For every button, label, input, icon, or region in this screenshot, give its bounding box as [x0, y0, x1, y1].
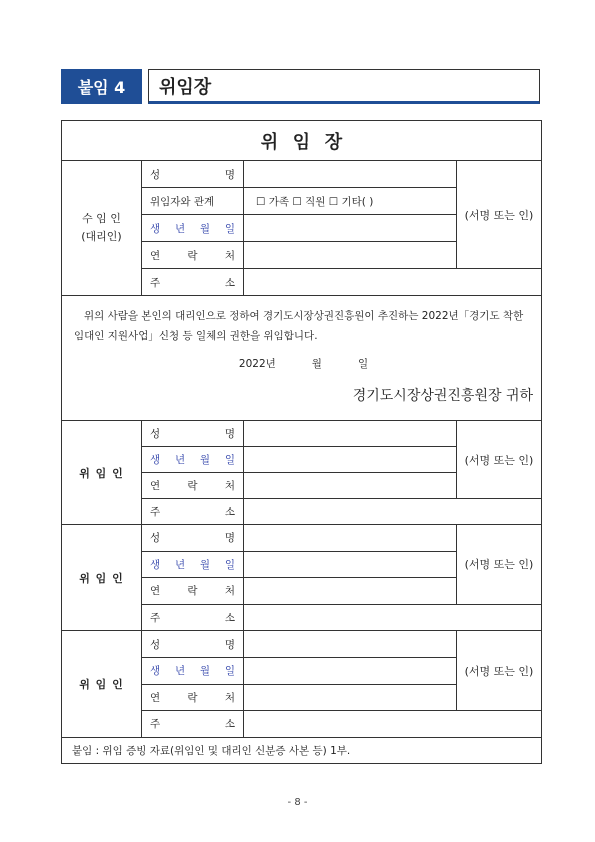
page-number: - 8 - [287, 797, 308, 808]
addressee: 경기도시장상권진흥원장 귀하 [352, 388, 533, 404]
address-label: 주 소 [142, 269, 244, 296]
delegator-3-label: 위 임 인 [62, 631, 142, 737]
delegator-1-address-field[interactable] [244, 499, 542, 525]
proxy-signature-field[interactable]: (서명 또는 인) [457, 161, 542, 269]
delegator-1-label: 위 임 인 [62, 421, 142, 525]
form-title: 위 임 장 [62, 121, 542, 161]
address-label: 주 소 [142, 711, 244, 738]
relation-label: 위임자와 관계 [142, 188, 244, 215]
delegation-statement [62, 296, 542, 421]
delegator-1-name-field[interactable] [244, 421, 457, 447]
proxy-birth-field[interactable] [244, 215, 457, 242]
delegation-text: 위의 사람을 본인의 대리인으로 정하여 경기도시장상권진흥원이 추진하는 2022년「경기도 착한 임대인 지원사업」신청 등 일체의 권한을 위임합니다. [74, 310, 524, 342]
contact-label: 연 락 처 [142, 578, 244, 605]
address-label: 주 소 [142, 499, 244, 525]
name-label: 성 명 [142, 161, 244, 188]
power-of-attorney-form [61, 120, 542, 764]
section-title: 위임장 [148, 69, 540, 104]
delegator-2-signature-field[interactable]: (서명 또는 인) [457, 525, 542, 605]
delegator-3-name-field[interactable] [244, 631, 457, 658]
delegator-2-address-field[interactable] [244, 604, 542, 631]
address-label: 주 소 [142, 604, 244, 631]
name-label: 성 명 [142, 525, 244, 552]
delegator-2-label: 위 임 인 [62, 525, 142, 631]
date-line: 2022년 월 일 [238, 358, 369, 370]
proxy-label: 수 임 인 (대리인) [62, 161, 142, 296]
proxy-address-field[interactable] [244, 269, 542, 296]
birth-label: 생 년 월 일 [142, 551, 244, 578]
appendix-badge: 붙임 4 [61, 69, 142, 104]
delegator-2-contact-field[interactable] [244, 578, 457, 605]
delegator-3-signature-field[interactable]: (서명 또는 인) [457, 631, 542, 711]
birth-label: 생 년 월 일 [142, 447, 244, 473]
birth-label: 생 년 월 일 [142, 657, 244, 684]
delegator-1-birth-field[interactable] [244, 447, 457, 473]
contact-label: 연 락 처 [142, 473, 244, 499]
delegator-1-signature-field[interactable]: (서명 또는 인) [457, 421, 542, 499]
attachment-note: 붙임 : 위임 증빙 자료(위임인 및 대리인 신분증 사본 등) 1부. [62, 737, 542, 763]
delegator-1-contact-field[interactable] [244, 473, 457, 499]
contact-label: 연 락 처 [142, 242, 244, 269]
name-label: 성 명 [142, 631, 244, 658]
relation-checkboxes[interactable]: ☐ 가족 ☐ 직원 ☐ 기타( ) [244, 188, 457, 215]
delegator-3-address-field[interactable] [244, 711, 542, 738]
delegator-2-name-field[interactable] [244, 525, 457, 552]
delegator-2-birth-field[interactable] [244, 551, 457, 578]
delegator-3-birth-field[interactable] [244, 657, 457, 684]
birth-label: 생 년 월 일 [142, 215, 244, 242]
contact-label: 연 락 처 [142, 684, 244, 711]
delegator-3-contact-field[interactable] [244, 684, 457, 711]
proxy-contact-field[interactable] [244, 242, 457, 269]
name-label: 성 명 [142, 421, 244, 447]
proxy-name-field[interactable] [244, 161, 457, 188]
